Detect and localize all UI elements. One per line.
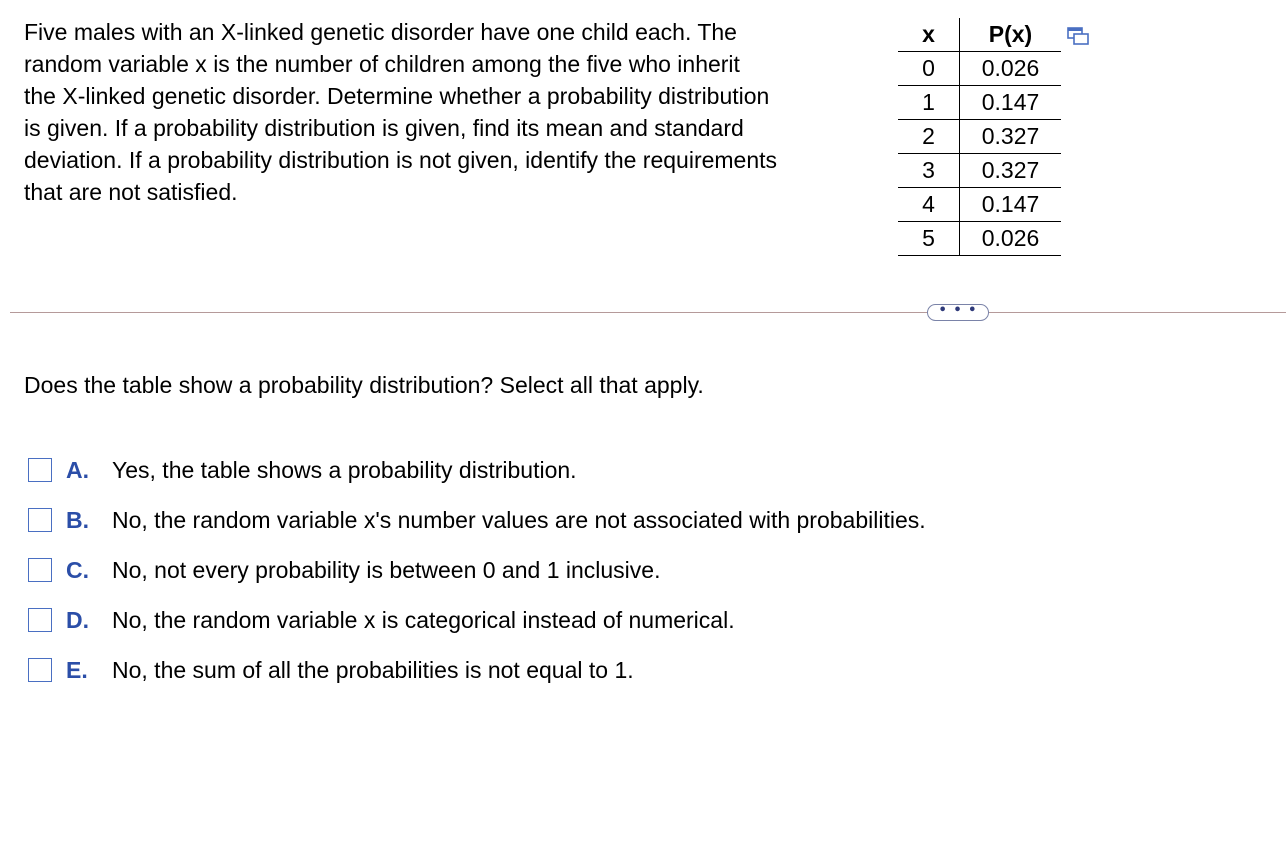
option-text: No, not every probability is between 0 and 1 inclusive. bbox=[112, 556, 661, 583]
problem-line: random variable x is the number of children among the five who inherit bbox=[24, 51, 740, 77]
option-letter: E. bbox=[66, 656, 88, 683]
option-letter: A. bbox=[66, 456, 89, 483]
copy-icon[interactable] bbox=[1066, 26, 1090, 46]
cell-px: 0.327 bbox=[960, 154, 1062, 188]
option-text: No, the random variable x is categorical instead of numerical. bbox=[112, 606, 735, 633]
table-row bbox=[898, 188, 1061, 222]
option-letter: B. bbox=[66, 506, 89, 533]
section-divider bbox=[10, 312, 1286, 313]
cell-px: 0.327 bbox=[960, 120, 1062, 154]
table-row bbox=[898, 154, 1061, 188]
option-d[interactable] bbox=[28, 595, 926, 645]
table-header-row bbox=[898, 18, 1061, 52]
expand-more-button[interactable] bbox=[927, 304, 989, 321]
ellipsis-icon: • • • bbox=[938, 303, 978, 318]
cell-x: 3 bbox=[898, 154, 960, 188]
cell-x: 4 bbox=[898, 188, 960, 222]
answer-options bbox=[28, 445, 926, 695]
checkbox-a[interactable] bbox=[28, 458, 52, 482]
cell-px: 0.026 bbox=[960, 52, 1062, 86]
option-letter: D. bbox=[66, 606, 89, 633]
table-row bbox=[898, 222, 1061, 256]
problem-line: that are not satisfied. bbox=[24, 179, 238, 205]
problem-line: is given. If a probability distribution is given, find its mean and standard bbox=[24, 115, 744, 141]
table-row bbox=[898, 86, 1061, 120]
cell-px: 0.147 bbox=[960, 188, 1062, 222]
problem-line: the X-linked genetic disorder. Determine whether a probability distribution bbox=[24, 83, 770, 109]
cell-x: 0 bbox=[898, 52, 960, 86]
table-row bbox=[898, 52, 1061, 86]
checkbox-e[interactable] bbox=[28, 658, 52, 682]
cell-x: 5 bbox=[898, 222, 960, 256]
checkbox-c[interactable] bbox=[28, 558, 52, 582]
problem-line: Five males with an X-linked genetic disorder have one child each. The bbox=[24, 19, 737, 45]
cell-x: 1 bbox=[898, 86, 960, 120]
probability-table bbox=[898, 18, 1061, 256]
option-c[interactable] bbox=[28, 545, 926, 595]
option-a[interactable] bbox=[28, 445, 926, 495]
option-text: Yes, the table shows a probability distribution. bbox=[112, 456, 577, 483]
problem-line: deviation. If a probability distribution is not given, identify the requirements bbox=[24, 147, 778, 173]
checkbox-b[interactable] bbox=[28, 508, 52, 532]
cell-px: 0.147 bbox=[960, 86, 1062, 120]
checkbox-d[interactable] bbox=[28, 608, 52, 632]
option-e[interactable] bbox=[28, 645, 926, 695]
option-text: No, the random variable x's number values are not associated with probabilities. bbox=[112, 506, 926, 533]
cell-x: 2 bbox=[898, 120, 960, 154]
table-row bbox=[898, 120, 1061, 154]
option-letter: C. bbox=[66, 556, 89, 583]
option-text: No, the sum of all the probabilities is not equal to 1. bbox=[112, 656, 634, 683]
cell-px: 0.026 bbox=[960, 222, 1062, 256]
problem-statement bbox=[24, 16, 886, 208]
question-text: Does the table show a probability distribution? Select all that apply. bbox=[24, 372, 704, 398]
option-b[interactable] bbox=[28, 495, 926, 545]
header-px: P(x) bbox=[960, 18, 1062, 52]
header-x: x bbox=[898, 18, 960, 52]
